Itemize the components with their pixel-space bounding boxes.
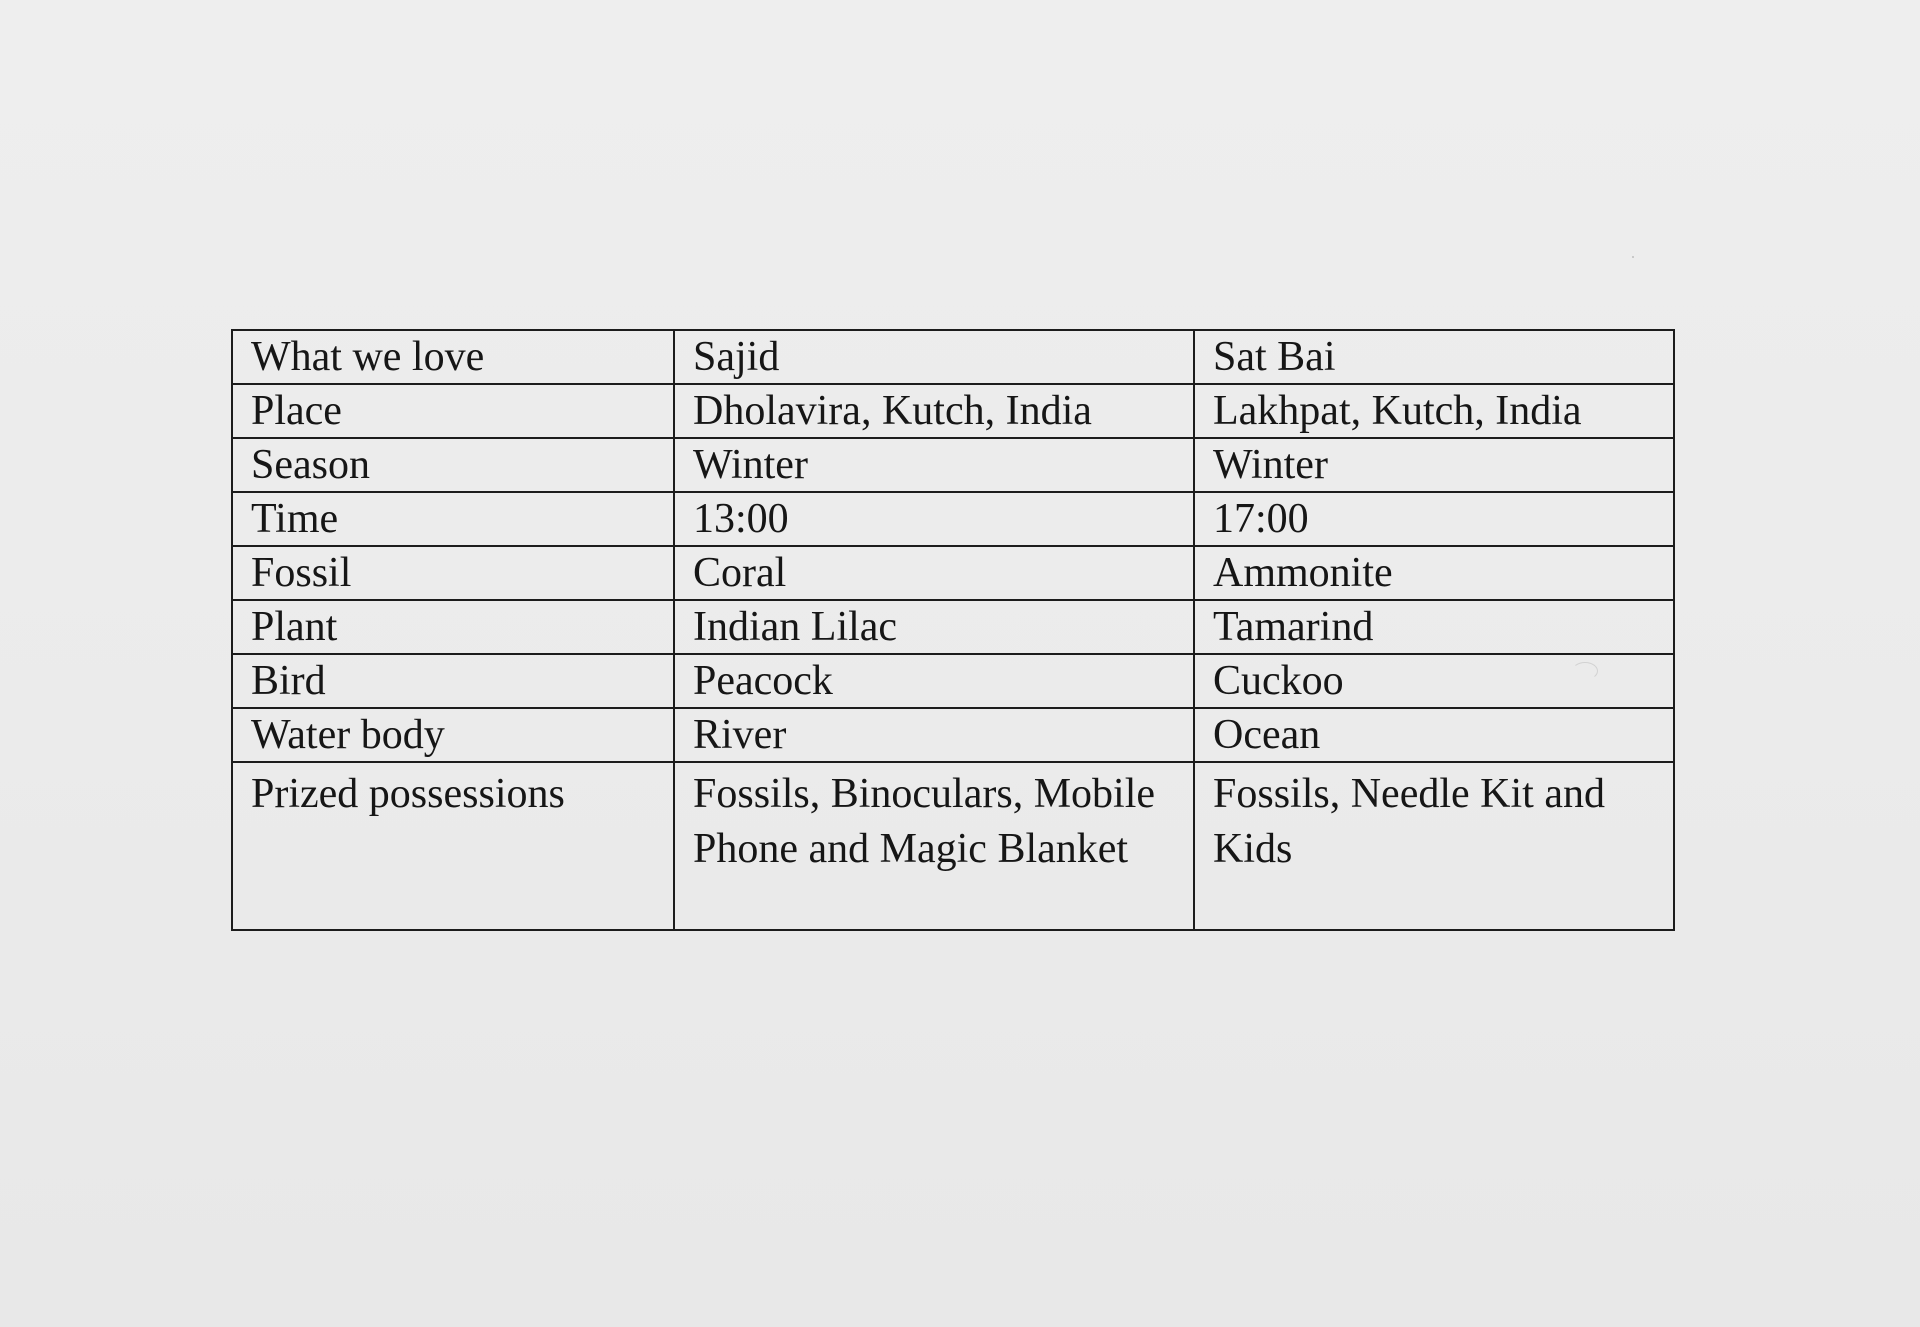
table-header-row — [232, 330, 1674, 384]
row-label-cell: Prized possessions — [232, 762, 674, 930]
sat-bai-value-cell: Ocean — [1194, 708, 1674, 762]
header-sat-bai-cell: Sat Bai — [1194, 330, 1674, 384]
row-label-cell: Plant — [232, 600, 674, 654]
sajid-value-cell: Peacock — [674, 654, 1194, 708]
sat-bai-value-cell: Cuckoo — [1194, 654, 1674, 708]
sat-bai-value-cell: Ammonite — [1194, 546, 1674, 600]
table-row-time — [232, 492, 1674, 546]
sat-bai-value-cell: Winter — [1194, 438, 1674, 492]
sajid-value-cell: Fossils, Binoculars, Mobile Phone and Magic Blanket — [674, 762, 1194, 930]
paper-speck — [1632, 256, 1634, 258]
row-label-cell: Time — [232, 492, 674, 546]
comparison-table — [231, 329, 1675, 931]
sajid-value-cell: Indian Lilac — [674, 600, 1194, 654]
sajid-value-cell: River — [674, 708, 1194, 762]
sajid-value-cell: Coral — [674, 546, 1194, 600]
row-label-cell: Water body — [232, 708, 674, 762]
sat-bai-value-cell: Tamarind — [1194, 600, 1674, 654]
sajid-value-cell: Dholavira, Kutch, India — [674, 384, 1194, 438]
sajid-value-cell: Winter — [674, 438, 1194, 492]
header-sajid-cell: Sajid — [674, 330, 1194, 384]
table-row-prized-possessions — [232, 762, 1674, 930]
row-label-cell: Bird — [232, 654, 674, 708]
table-row-season — [232, 438, 1674, 492]
table-row-bird — [232, 654, 1674, 708]
sat-bai-value-cell: Lakhpat, Kutch, India — [1194, 384, 1674, 438]
table-row-place — [232, 384, 1674, 438]
sat-bai-value-cell: Fossils, Needle Kit and Kids — [1194, 762, 1674, 930]
table-row-fossil — [232, 546, 1674, 600]
comparison-table-container — [231, 329, 1673, 931]
header-label-cell: What we love — [232, 330, 674, 384]
table-row-plant — [232, 600, 1674, 654]
row-label-cell: Fossil — [232, 546, 674, 600]
row-label-cell: Season — [232, 438, 674, 492]
row-label-cell: Place — [232, 384, 674, 438]
table-row-water-body — [232, 708, 1674, 762]
sajid-value-cell: 13:00 — [674, 492, 1194, 546]
sat-bai-value-cell: 17:00 — [1194, 492, 1674, 546]
